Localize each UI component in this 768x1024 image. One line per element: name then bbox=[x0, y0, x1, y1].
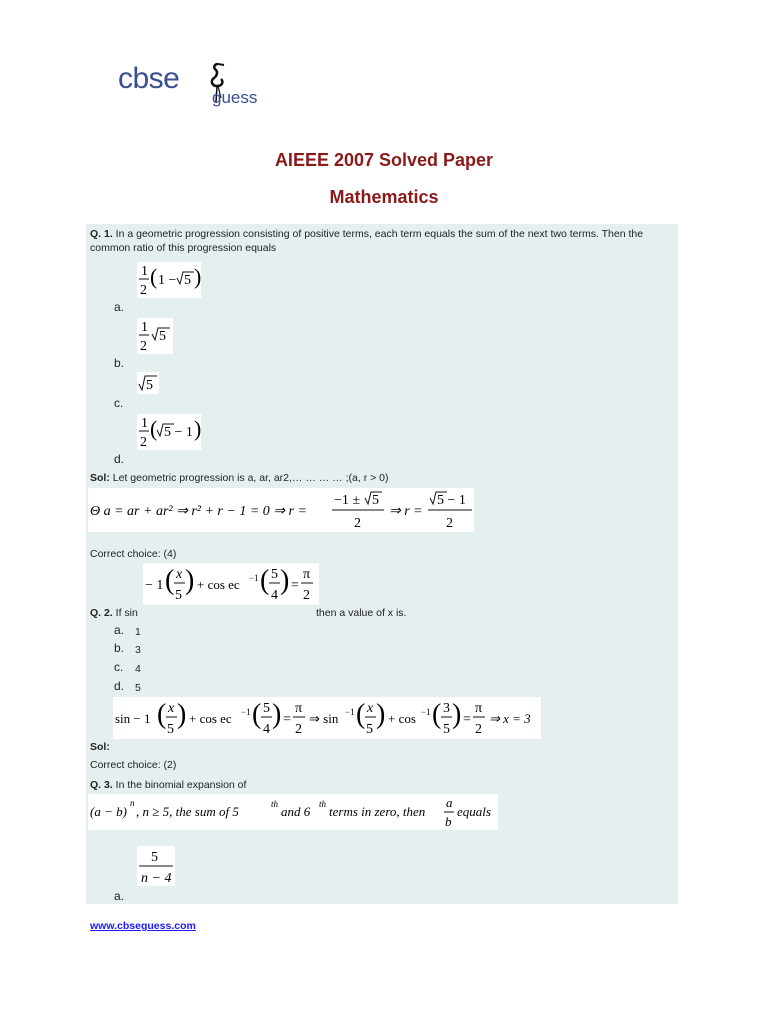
svg-text:5: 5 bbox=[184, 273, 191, 288]
q1-option-b-label: b. bbox=[114, 356, 125, 370]
svg-text:2: 2 bbox=[140, 283, 147, 298]
svg-text:−1: −1 bbox=[345, 707, 355, 717]
svg-text:−1 ±: −1 ± bbox=[334, 493, 361, 508]
q3-option-a-label: a. bbox=[114, 889, 125, 903]
svg-text:): ) bbox=[272, 699, 282, 730]
svg-text:(: ( bbox=[150, 264, 158, 289]
svg-text:1: 1 bbox=[141, 264, 148, 279]
svg-text:Θ a = ar + ar² ⇒ r² + r − 1 =: Θ a = ar + ar² ⇒ r² + r − 1 = 0 ⇒ r = bbox=[90, 504, 307, 519]
svg-text:x: x bbox=[367, 701, 374, 716]
svg-text:, n ≥ 5, the sum of 5: , n ≥ 5, the sum of 5 bbox=[136, 804, 239, 819]
q2-option-c-label: c. bbox=[114, 660, 124, 674]
svg-text:2: 2 bbox=[140, 339, 147, 354]
question-3 bbox=[90, 778, 246, 792]
q2-option-c-value: 4 bbox=[135, 663, 141, 675]
svg-text:−1: −1 bbox=[421, 707, 431, 717]
svg-text:2: 2 bbox=[140, 435, 147, 450]
svg-text:): ) bbox=[452, 699, 462, 730]
svg-text:=: = bbox=[463, 712, 471, 727]
solution-1-text: Let geometric progression is a, ar, ar2,… … … … ;(a, r > 0) bbox=[109, 472, 389, 484]
solution-1 bbox=[90, 471, 389, 485]
svg-text:+ cos: + cos bbox=[388, 711, 416, 726]
svg-text:5: 5 bbox=[159, 329, 166, 344]
q1-option-d-label: d. bbox=[114, 452, 125, 466]
svg-text:5: 5 bbox=[366, 722, 373, 737]
question-1-label: Q. 1. bbox=[90, 228, 113, 240]
svg-text:5 − 1: 5 − 1 bbox=[164, 425, 193, 440]
svg-text:⇒ sin: ⇒ sin bbox=[309, 711, 339, 726]
q1-option-c-math bbox=[137, 372, 159, 394]
svg-text:⇒ x = 3: ⇒ x = 3 bbox=[489, 711, 531, 726]
svg-text:5: 5 bbox=[151, 850, 158, 865]
svg-text:(: ( bbox=[356, 699, 366, 730]
svg-text:1 −: 1 − bbox=[158, 273, 177, 288]
svg-text:n − 4: n − 4 bbox=[141, 871, 172, 886]
svg-text:+ cos ec: + cos ec bbox=[197, 577, 240, 592]
svg-text:2: 2 bbox=[475, 722, 482, 737]
q1-option-b-math bbox=[137, 318, 173, 354]
cbseguess-logo bbox=[118, 62, 278, 118]
svg-text:1: 1 bbox=[141, 320, 148, 335]
svg-text:=: = bbox=[283, 712, 291, 727]
svg-text:2: 2 bbox=[354, 516, 361, 531]
svg-text:−1: −1 bbox=[249, 573, 259, 583]
q1-option-c-label: c. bbox=[114, 396, 124, 410]
q2-option-b-value: 3 bbox=[135, 644, 141, 656]
svg-text:2: 2 bbox=[295, 722, 302, 737]
question-2 bbox=[90, 606, 138, 620]
svg-text:sin − 1: sin − 1 bbox=[115, 711, 151, 726]
svg-text:π: π bbox=[303, 567, 311, 582]
svg-text:4: 4 bbox=[271, 588, 278, 603]
question-1 bbox=[90, 227, 676, 255]
question-2-label: Q. 2. bbox=[90, 607, 113, 619]
svg-text:): ) bbox=[376, 699, 386, 730]
logo-main-text: cbse bbox=[118, 62, 180, 95]
svg-text:(a − b): (a − b) bbox=[90, 804, 127, 819]
svg-text:2: 2 bbox=[303, 588, 310, 603]
svg-text:): ) bbox=[185, 565, 195, 596]
svg-text:(: ( bbox=[432, 699, 442, 730]
q2-option-d-value: 5 bbox=[135, 682, 141, 694]
svg-text:x: x bbox=[176, 567, 183, 582]
svg-text:4: 4 bbox=[263, 722, 270, 737]
svg-text:a: a bbox=[446, 795, 453, 810]
svg-text:x: x bbox=[168, 701, 175, 716]
question-3-text: In the binomial expansion of bbox=[112, 779, 247, 791]
q1-option-d-math bbox=[137, 414, 201, 450]
svg-text:5: 5 bbox=[175, 588, 182, 603]
svg-text:⇒ r =: ⇒ r = bbox=[389, 504, 423, 519]
question-3-label: Q. 3. bbox=[90, 779, 113, 791]
q2-option-b-label: b. bbox=[114, 641, 125, 655]
correct-choice-1: Correct choice: (4) bbox=[90, 548, 177, 560]
page-subtitle: Mathematics bbox=[329, 187, 439, 207]
svg-text:th: th bbox=[271, 799, 279, 809]
svg-text:2: 2 bbox=[446, 516, 453, 531]
page-title: AIEEE 2007 Solved Paper bbox=[274, 150, 494, 170]
svg-text:π: π bbox=[295, 701, 303, 716]
svg-text:5: 5 bbox=[372, 493, 379, 508]
svg-text:5: 5 bbox=[167, 722, 174, 737]
svg-text:(: ( bbox=[260, 565, 270, 596]
svg-text:th: th bbox=[319, 799, 327, 809]
svg-text:(: ( bbox=[252, 699, 262, 730]
svg-text:1: 1 bbox=[141, 416, 148, 431]
svg-text:5 − 1: 5 − 1 bbox=[437, 493, 466, 508]
q2-option-a-label: a. bbox=[114, 623, 125, 637]
solution-1-math bbox=[88, 488, 474, 532]
svg-text:=: = bbox=[291, 578, 299, 593]
svg-text:): ) bbox=[177, 699, 187, 730]
question-1-text: In a geometric progression consisting of positive terms, each term equals the sum of the next two terms. Then the common ratio of this progression equals bbox=[90, 228, 644, 254]
svg-text:+ cos ec: + cos ec bbox=[189, 711, 232, 726]
correct-choice-2: Correct choice: (2) bbox=[90, 759, 177, 771]
svg-text:): ) bbox=[194, 264, 201, 289]
svg-text:b: b bbox=[445, 814, 452, 829]
svg-text:π: π bbox=[475, 701, 483, 716]
svg-text:(: ( bbox=[150, 416, 158, 441]
footer-website-link[interactable]: www.cbseguess.com bbox=[90, 920, 196, 932]
question-2-text-cont: then a value of x is. bbox=[316, 607, 407, 619]
svg-text:5: 5 bbox=[271, 567, 278, 582]
question-3-math bbox=[88, 794, 498, 830]
q1-option-a-label: a. bbox=[114, 300, 125, 314]
solution-2-math bbox=[113, 697, 541, 739]
question-2-math bbox=[143, 563, 319, 605]
svg-text:n: n bbox=[130, 798, 135, 808]
logo-sub-text: guess bbox=[212, 88, 258, 107]
svg-text:terms in zero, then: terms in zero, then bbox=[329, 804, 426, 819]
svg-text:3: 3 bbox=[443, 701, 450, 716]
svg-text:equals: equals bbox=[457, 804, 491, 819]
svg-text:and 6: and 6 bbox=[281, 804, 311, 819]
svg-text:5: 5 bbox=[146, 378, 153, 393]
solution-1-label: Sol: bbox=[90, 472, 110, 484]
question-2-text: If sin bbox=[112, 607, 138, 619]
q1-option-a-math bbox=[137, 262, 201, 298]
svg-text:(: ( bbox=[157, 699, 167, 730]
svg-text:5: 5 bbox=[263, 701, 270, 716]
svg-text:): ) bbox=[280, 565, 290, 596]
svg-text:): ) bbox=[194, 416, 201, 441]
svg-text:− 1: − 1 bbox=[145, 578, 164, 593]
solution-2-label: Sol: bbox=[90, 741, 110, 753]
svg-text:5: 5 bbox=[443, 722, 450, 737]
svg-text:−1: −1 bbox=[241, 707, 251, 717]
solution-2 bbox=[90, 740, 110, 754]
q3-option-a-math bbox=[137, 846, 175, 886]
svg-text:(: ( bbox=[165, 565, 175, 596]
q2-option-d-label: d. bbox=[114, 679, 125, 693]
q2-option-a-value: 1 bbox=[135, 626, 141, 638]
